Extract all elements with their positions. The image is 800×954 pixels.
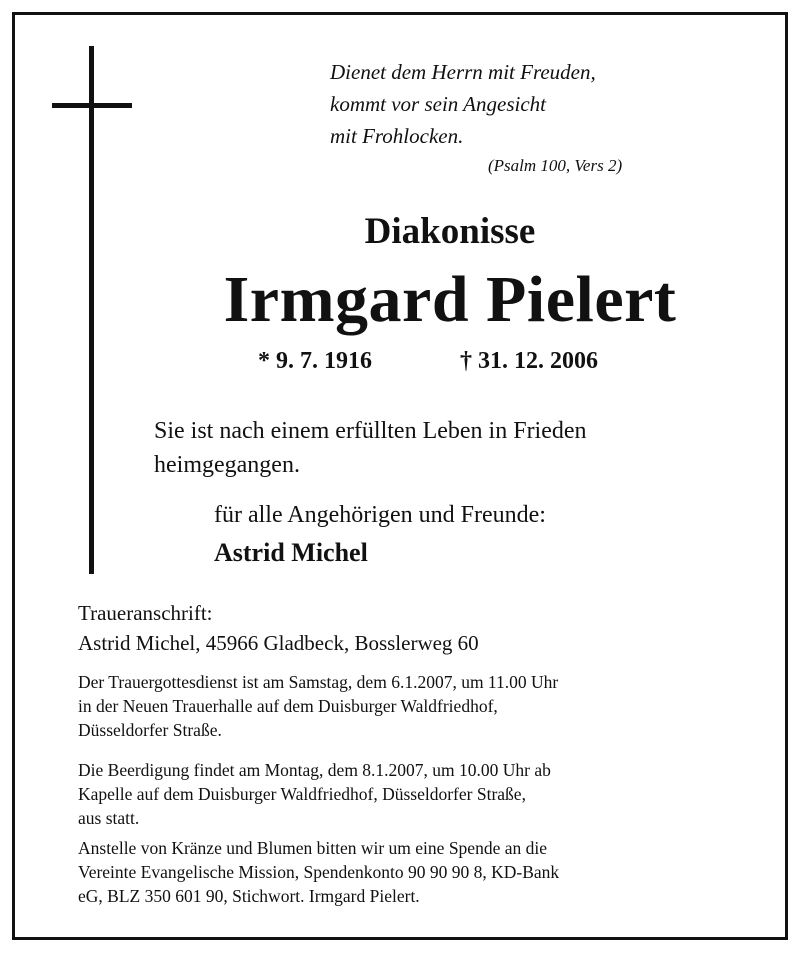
bible-verse: [330, 56, 730, 152]
paragraph-line: Die Beerdigung findet am Montag, dem 8.1.2007, um 10.00 Uhr ab: [78, 760, 551, 780]
death-statement: [154, 414, 774, 482]
cross-horizontal-bar: [52, 103, 132, 108]
address-label: Traueranschrift:: [78, 601, 213, 625]
paragraph-line: Düsseldorfer Straße.: [78, 720, 222, 740]
mourner-name: Astrid Michel: [214, 538, 368, 567]
burial-paragraph: [78, 758, 758, 830]
paragraph-line: Vereinte Evangelische Mission, Spendenkonto 90 90 90 8, KD-Bank: [78, 862, 560, 882]
bible-verse-line: Dienet dem Herrn mit Freuden,: [330, 60, 596, 84]
address-value: Astrid Michel, 45966 Gladbeck, Bosslerweg 60: [78, 631, 479, 655]
birth-date: * 9. 7. 1916: [258, 348, 372, 374]
death-date: † 31. 12. 2006: [460, 348, 598, 374]
bible-verse-line: kommt vor sein Angesicht: [330, 92, 546, 116]
bible-verse-line: mit Frohlocken.: [330, 124, 464, 148]
deceased-role: Diakonisse: [364, 211, 536, 252]
mourning-address: [78, 598, 479, 658]
paragraph-line: Kapelle auf dem Duisburger Waldfriedhof, Düsseldorfer Straße,: [78, 784, 526, 804]
mourners-intro: für alle Angehörigen und Freunde:: [214, 502, 546, 528]
paragraph-line: aus statt.: [78, 808, 140, 828]
paragraph-line: in der Neuen Trauerhalle auf dem Duisburger Waldfriedhof,: [78, 696, 498, 716]
paragraph-line: Der Trauergottesdienst ist am Samstag, dem 6.1.2007, um 11.00 Uhr: [78, 672, 559, 692]
statement-line: heimgegangen.: [154, 452, 300, 478]
statement-line: Sie ist nach einem erfüllten Leben in Frieden: [154, 418, 587, 444]
donation-paragraph: [78, 836, 758, 908]
deceased-name: Irmgard Pielert: [223, 263, 677, 336]
funeral-service-paragraph: [78, 670, 758, 742]
paragraph-line: eG, BLZ 350 601 90, Stichwort. Irmgard Pielert.: [78, 886, 420, 906]
paragraph-line: Anstelle von Kränze und Blumen bitten wir um eine Spende an die: [78, 838, 547, 858]
bible-verse-source: (Psalm 100, Vers 2): [488, 156, 623, 175]
